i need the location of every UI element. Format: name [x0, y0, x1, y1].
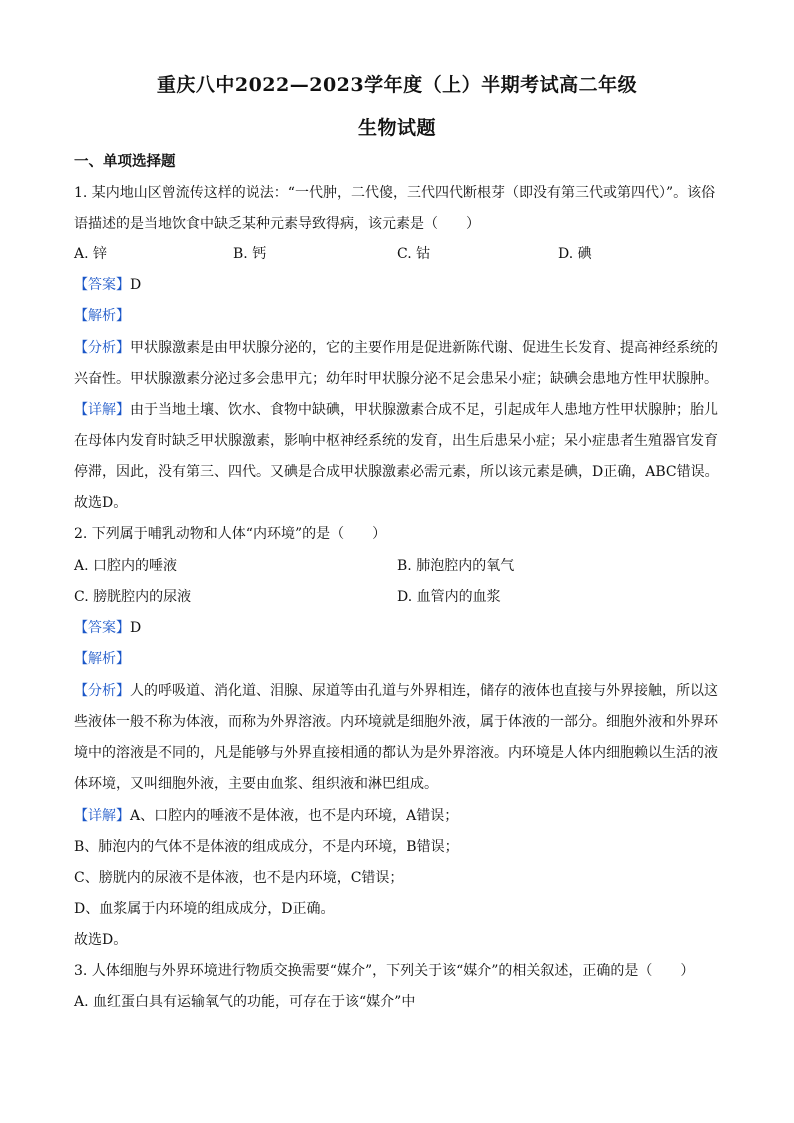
q1-analysis-line-2: 兴奋性。甲状腺激素分泌过多会患甲亢；幼年时甲状腺分泌不足会患呆小症；缺碘会患地方性甲状腺肿。 — [74, 371, 718, 387]
answer-value: D — [130, 620, 142, 636]
q1-stem-line-2: 语描述的是当地饮食中缺乏某种元素导致得病，该元素是（ ） — [74, 216, 480, 232]
q2-option-d: D. 血管内的血浆 — [397, 589, 501, 605]
q2-stem: 2. 下列属于哺乳动物和人体“内环境”的是（ ） — [74, 526, 387, 542]
q1-option-c: C. 钴 — [397, 246, 431, 262]
q2-explanation-tag — [74, 649, 724, 669]
explanation-tag: 【解析】 — [74, 651, 130, 667]
q1-analysis-line-1 — [74, 338, 724, 358]
q1-detail-line-4: 故选D。 — [74, 495, 128, 511]
q2-detail-line-2: B、肺泡内的气体不是体液的组成成分，不是内环境，B错误； — [74, 839, 459, 855]
q2-answer — [74, 618, 724, 638]
q2-option-a: A. 口腔内的唾液 — [74, 558, 178, 574]
page-subtitle: 生物试题 — [357, 117, 436, 139]
q1-option-a: A. 锌 — [74, 246, 108, 262]
detail-text: A、口腔内的唾液不是体液，也不是内环境，A错误； — [130, 808, 459, 824]
analysis-tag: 【分析】 — [74, 683, 130, 699]
analysis-text: 人的呼吸道、消化道、泪腺、尿道等由孔道与外界相连，储存的液体也直接与外界接触，所以这 — [130, 683, 718, 699]
q1-detail-line-3: 停滞，因此，没有第三、四代。又碘是合成甲状腺激素必需元素，所以该元素是碘，D正确，ABC错误。 — [74, 464, 719, 480]
q1-explanation-tag — [74, 306, 724, 326]
q2-option-c: C. 膀胱腔内的尿液 — [74, 589, 192, 605]
q1-option-b: B. 钙 — [233, 246, 267, 262]
q2-detail-line-5: 故选D。 — [74, 932, 128, 948]
detail-text: 由于当地土壤、饮水、食物中缺碘，甲状腺激素合成不足，引起成年人患地方性甲状腺肿；胎儿 — [130, 402, 718, 418]
analysis-text: 甲状腺激素是由甲状腺分泌的，它的主要作用是促进新陈代谢、促进生长发育、提高神经系统的 — [130, 340, 718, 356]
q1-detail-line-1 — [74, 400, 724, 420]
q3-stem: 3. 人体细胞与外界环境进行物质交换需要“媒介”，下列关于该“媒介”的相关叙述，正确的是（ ） — [74, 963, 695, 979]
q2-option-b: B. 肺泡腔内的氧气 — [397, 558, 515, 574]
section-title: 一、单项选择题 — [74, 153, 176, 170]
q2-detail-line-4: D、血浆属于内环境的组成成分，D正确。 — [74, 901, 335, 917]
answer-tag: 【答案】 — [74, 620, 130, 636]
q2-analysis-line-1 — [74, 681, 724, 701]
q3-option-a: A. 血红蛋白具有运输氧气的功能，可存在于该“媒介”中 — [74, 994, 416, 1010]
answer-value: D — [130, 277, 142, 293]
page-title: 重庆八中2022—2023学年度（上）半期考试高二年级 — [156, 74, 638, 96]
q2-analysis-line-4: 体环境，又叫细胞外液，主要由血浆、组织液和淋巴组成。 — [74, 776, 438, 792]
analysis-tag: 【分析】 — [74, 340, 130, 356]
q1-option-d: D. 碘 — [558, 246, 592, 262]
q1-stem-line-1: 1. 某内地山区曾流传这样的说法：“一代肿，二代傻，三代四代断根芽（即没有第三代或第四代）”。该俗 — [74, 185, 716, 201]
q2-analysis-line-2: 些液体一般不称为体液，而称为外界溶液。内环境就是细胞外液，属于体液的一部分。细胞外液和外界环 — [74, 714, 718, 730]
q2-detail-line-3: C、膀胱内的尿液不是体液，也不是内环境，C错误； — [74, 870, 404, 886]
answer-tag: 【答案】 — [74, 277, 130, 293]
detail-tag: 【详解】 — [74, 402, 130, 418]
q2-analysis-line-3: 境中的溶液是不同的，凡是能够与外界直接相通的都认为是外界溶液。内环境是人体内细胞赖以生活的液 — [74, 745, 718, 761]
q2-detail-line-1 — [74, 806, 724, 826]
q1-answer — [74, 275, 724, 295]
q1-detail-line-2: 在母体内发育时缺乏甲状腺激素，影响中枢神经系统的发育，出生后患呆小症；呆小症患者生殖器官发育 — [74, 433, 718, 449]
explanation-tag: 【解析】 — [74, 308, 130, 324]
detail-tag: 【详解】 — [74, 808, 130, 824]
